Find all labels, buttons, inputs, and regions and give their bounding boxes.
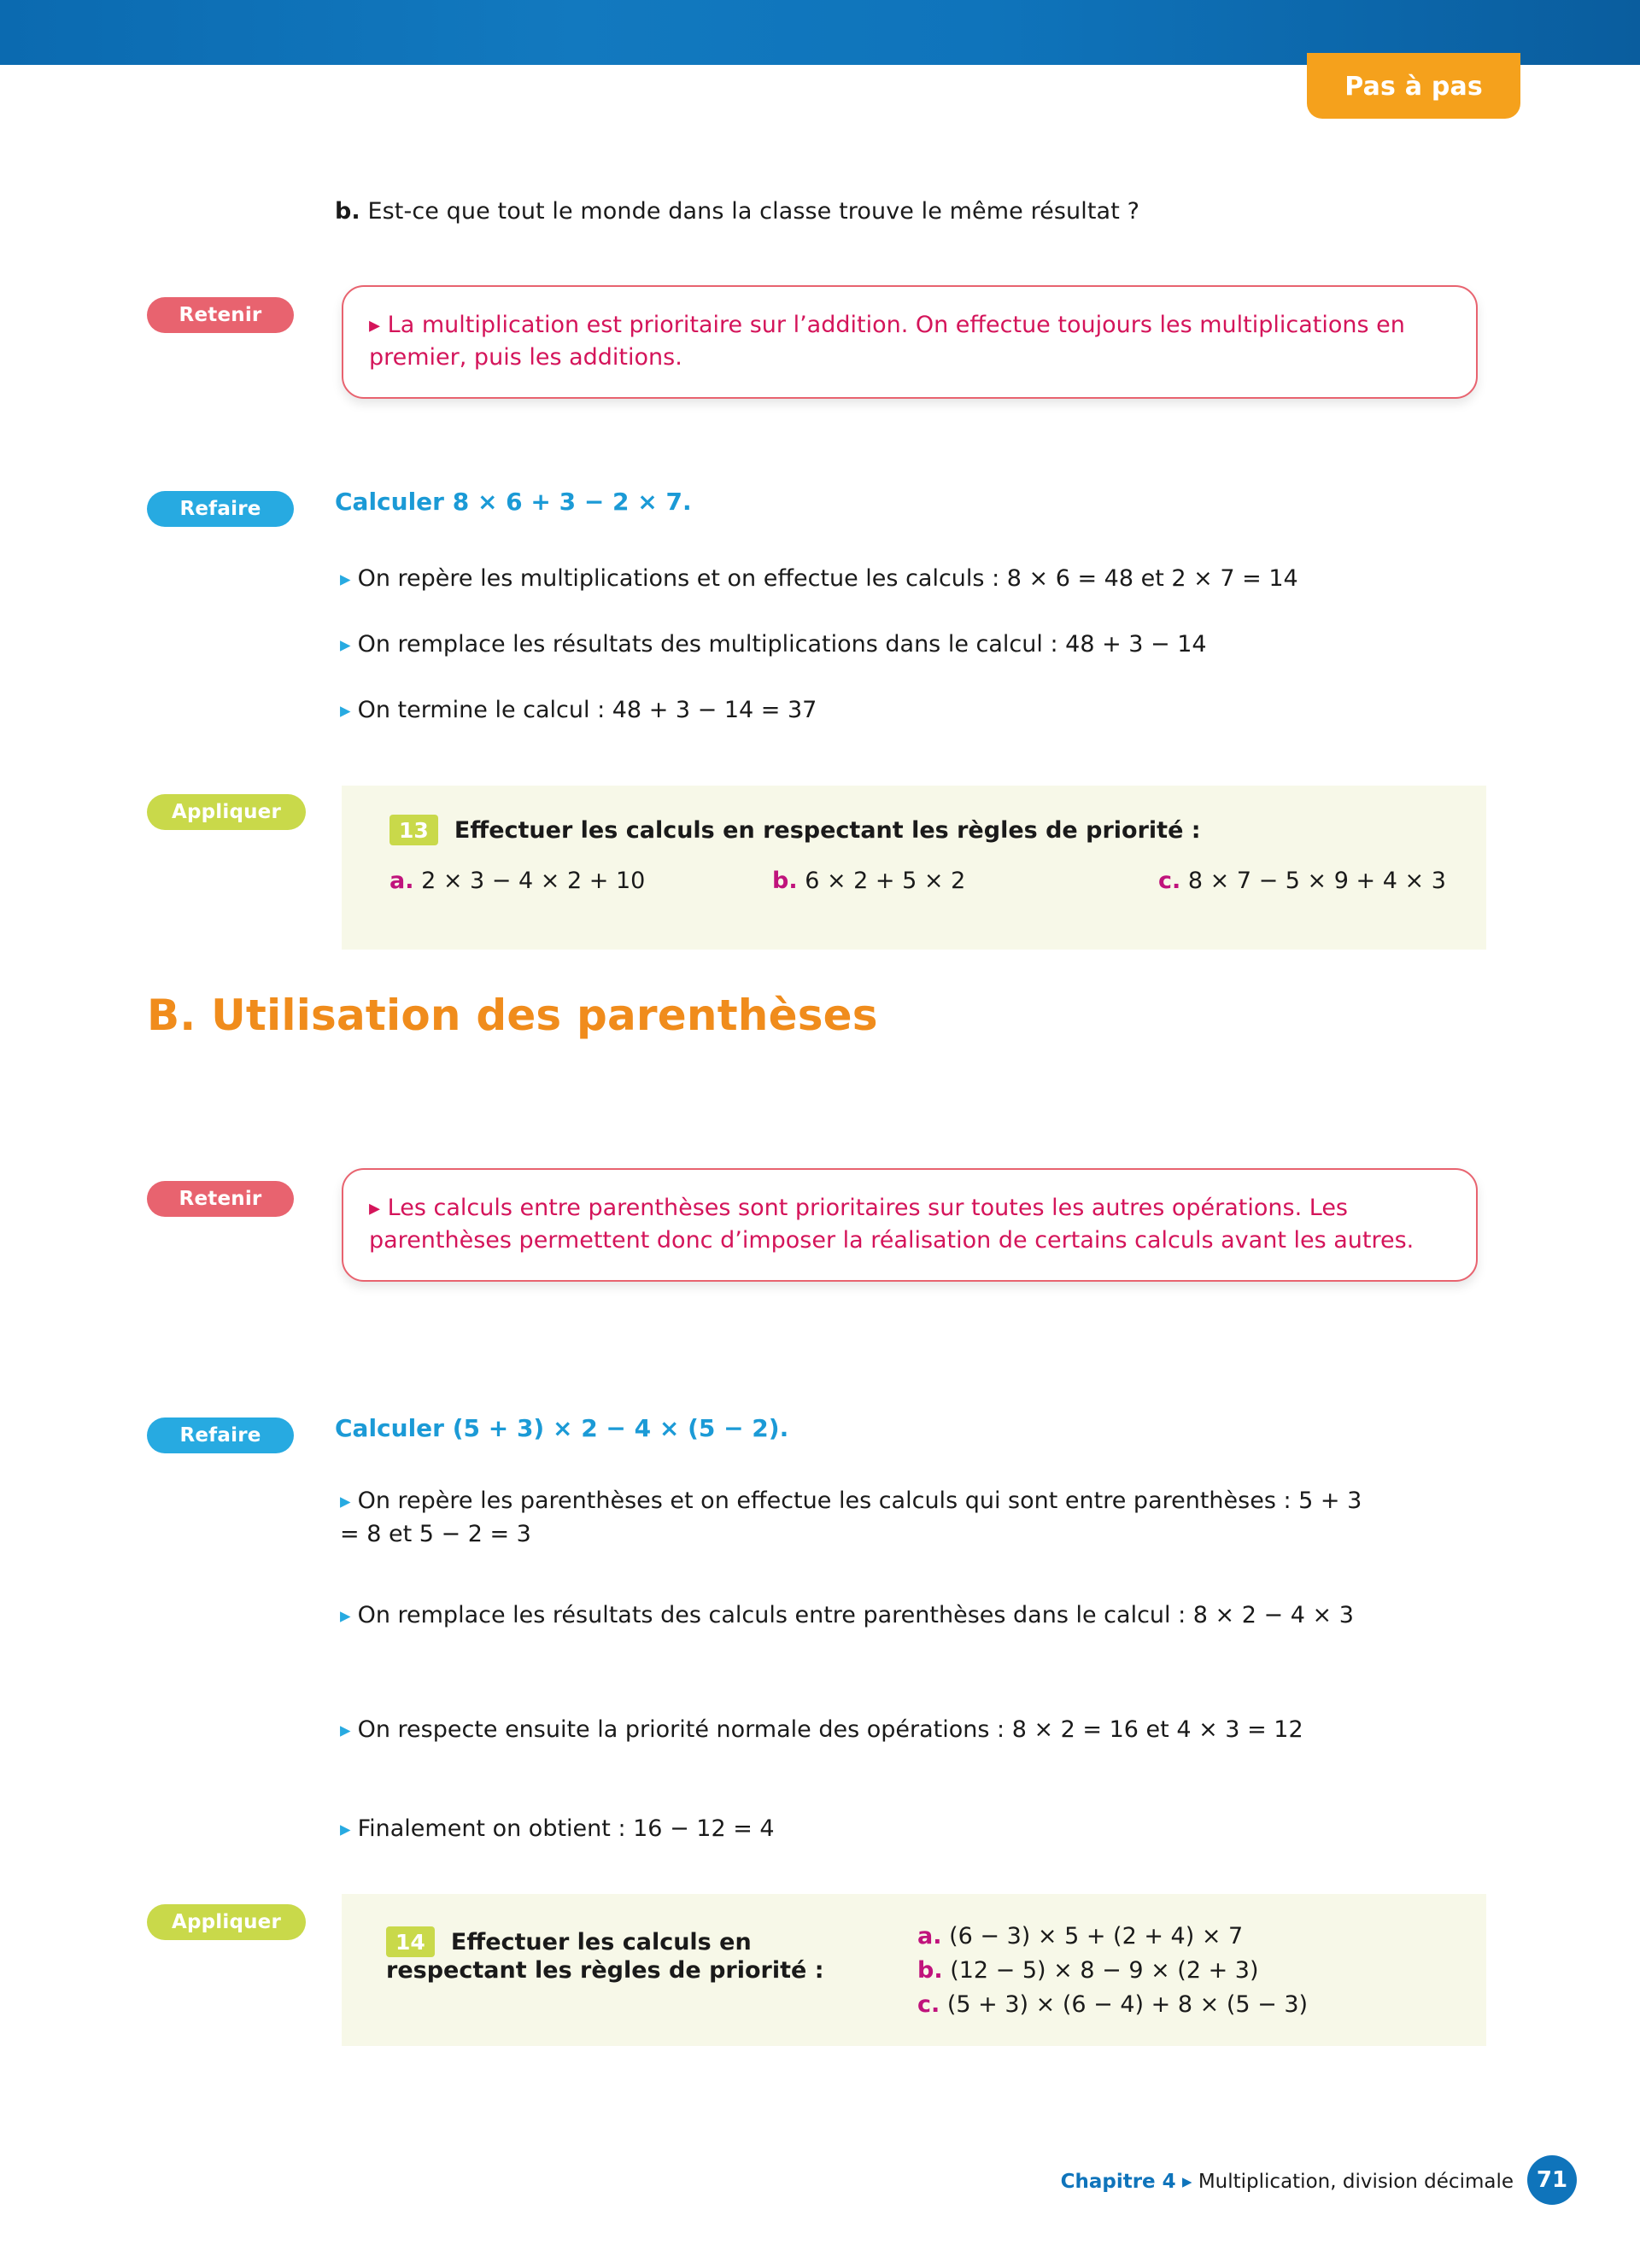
footer-title: Multiplication, division décimale bbox=[1198, 2171, 1514, 2193]
step-a-2-text: On remplace les résultats des multiplications dans le calcul : 48 + 3 − 14 bbox=[357, 631, 1207, 658]
exercise-title-13: Effectuer les calculs en respectant les règles de priorité : bbox=[454, 816, 1201, 844]
exercise-number-13: 13 bbox=[390, 815, 438, 845]
exercise-14-item-c bbox=[917, 1988, 1308, 2022]
exercise-number-14: 14 bbox=[386, 1926, 435, 1957]
bullet-icon: ▸ bbox=[340, 698, 351, 722]
exercise-14-item-a-text: (6 − 3) × 5 + (2 + 4) × 7 bbox=[949, 1923, 1244, 1949]
footer-chapter: Chapitre 4 bbox=[1060, 2171, 1176, 2193]
exercise-14-item-b-label: b. bbox=[917, 1956, 943, 1984]
page-number: 71 bbox=[1527, 2155, 1577, 2205]
step-a-1-text: On repère les multiplications et on effectue les calculs : 8 × 6 = 48 et 2 × 7 = 14 bbox=[357, 565, 1298, 592]
question-b bbox=[335, 198, 1139, 225]
bullet-icon: ▸ bbox=[340, 1816, 351, 1841]
exercise-13-item-a-text: 2 × 3 − 4 × 2 + 10 bbox=[421, 868, 646, 894]
question-b-text: Est-ce que tout le monde dans la classe trouve le même résultat ? bbox=[367, 198, 1139, 225]
exercise-13-item-c bbox=[1158, 868, 1446, 894]
exercise-13-item-b-text: 6 × 2 + 5 × 2 bbox=[805, 868, 966, 894]
retenir-text-b: Les calculs entre parenthèses sont prioritaires sur toutes les autres opérations. Les parenthèses permettent donc d’imposer la réalisation de certains calculs avant les autres. bbox=[369, 1195, 1414, 1254]
label-retenir-b: Retenir bbox=[147, 1181, 294, 1217]
retenir-box-b bbox=[342, 1168, 1478, 1282]
exercise-14-item-b-text: (12 − 5) × 8 − 9 × (2 + 3) bbox=[950, 1956, 1259, 1984]
exercise-title-14: Effectuer les calculs en respectant les règles de priorité : bbox=[386, 1928, 824, 1984]
step-a-1 bbox=[340, 562, 1485, 595]
section-b-title: B. Utilisation des parenthèses bbox=[147, 991, 878, 1040]
exercise-14-item-a-label: a. bbox=[917, 1923, 942, 1949]
tab-pas-a-pas[interactable]: Pas à pas bbox=[1307, 53, 1520, 119]
exercise-13-item-a-label: a. bbox=[390, 868, 414, 894]
label-appliquer-a: Appliquer bbox=[147, 794, 306, 830]
exercise-13-item-b bbox=[772, 868, 965, 894]
step-b-4 bbox=[340, 1812, 1399, 1845]
step-b-3-text: On respecte ensuite la priorité normale des opérations : 8 × 2 = 16 et 4 × 3 = 12 bbox=[357, 1716, 1303, 1743]
arrow-icon: ▸ bbox=[369, 313, 381, 338]
exercise-13-item-c-text: 8 × 7 − 5 × 9 + 4 × 3 bbox=[1187, 868, 1446, 894]
retenir-text-a: La multiplication est prioritaire sur l’addition. On effectue toujours les multiplications en premier, puis les additions. bbox=[369, 312, 1405, 371]
step-b-1 bbox=[340, 1484, 1365, 1551]
step-a-3-text: On termine le calcul : 48 + 3 − 14 = 37 bbox=[357, 697, 817, 723]
footer bbox=[1061, 2171, 1514, 2193]
bullet-icon: ▸ bbox=[340, 1717, 351, 1742]
step-b-2-text: On remplace les résultats des calculs entre parenthèses dans le calcul : 8 × 2 − 4 × 3 bbox=[357, 1602, 1354, 1628]
label-retenir-a: Retenir bbox=[147, 297, 294, 333]
bullet-icon: ▸ bbox=[340, 566, 351, 591]
bullet-icon: ▸ bbox=[340, 632, 351, 657]
step-b-2 bbox=[340, 1599, 1485, 1632]
step-b-1-text: On repère les parenthèses et on effectue les calculs qui sont entre parenthèses : 5 + 3 = 8 et 5 − 2 = 3 bbox=[340, 1488, 1362, 1548]
label-appliquer-b: Appliquer bbox=[147, 1904, 306, 1940]
exercise-14-item-c-text: (5 + 3) × (6 − 4) + 8 × (5 − 3) bbox=[946, 1990, 1309, 2018]
step-b-3 bbox=[340, 1713, 1399, 1746]
refaire-title-a: Calculer 8 × 6 + 3 − 2 × 7. bbox=[335, 488, 692, 516]
label-refaire-b: Refaire bbox=[147, 1418, 294, 1453]
label-refaire-a: Refaire bbox=[147, 491, 294, 527]
exercise-14-item-b bbox=[917, 1954, 1308, 1988]
exercise-13-item-a bbox=[390, 868, 645, 894]
refaire-title-b: Calculer (5 + 3) × 2 − 4 × (5 − 2). bbox=[335, 1414, 789, 1442]
bullet-icon: ▸ bbox=[340, 1488, 351, 1513]
exercise-14-item-c-label: c. bbox=[917, 1990, 940, 2018]
step-a-3 bbox=[340, 693, 1485, 727]
exercise-14-item-a bbox=[917, 1920, 1308, 1954]
question-b-label: b. bbox=[335, 198, 360, 225]
exercise-13-item-c-label: c. bbox=[1158, 868, 1181, 894]
appliquer-box-b bbox=[342, 1894, 1486, 2046]
arrow-icon: ▸ bbox=[369, 1195, 381, 1221]
step-a-2 bbox=[340, 628, 1485, 661]
retenir-box-a bbox=[342, 285, 1478, 399]
footer-separator-icon: ▸ bbox=[1181, 2171, 1192, 2193]
appliquer-box-a bbox=[342, 786, 1486, 950]
exercise-13-item-b-label: b. bbox=[772, 868, 798, 894]
step-b-4-text: Finalement on obtient : 16 − 12 = 4 bbox=[357, 1815, 775, 1842]
bullet-icon: ▸ bbox=[340, 1603, 351, 1628]
